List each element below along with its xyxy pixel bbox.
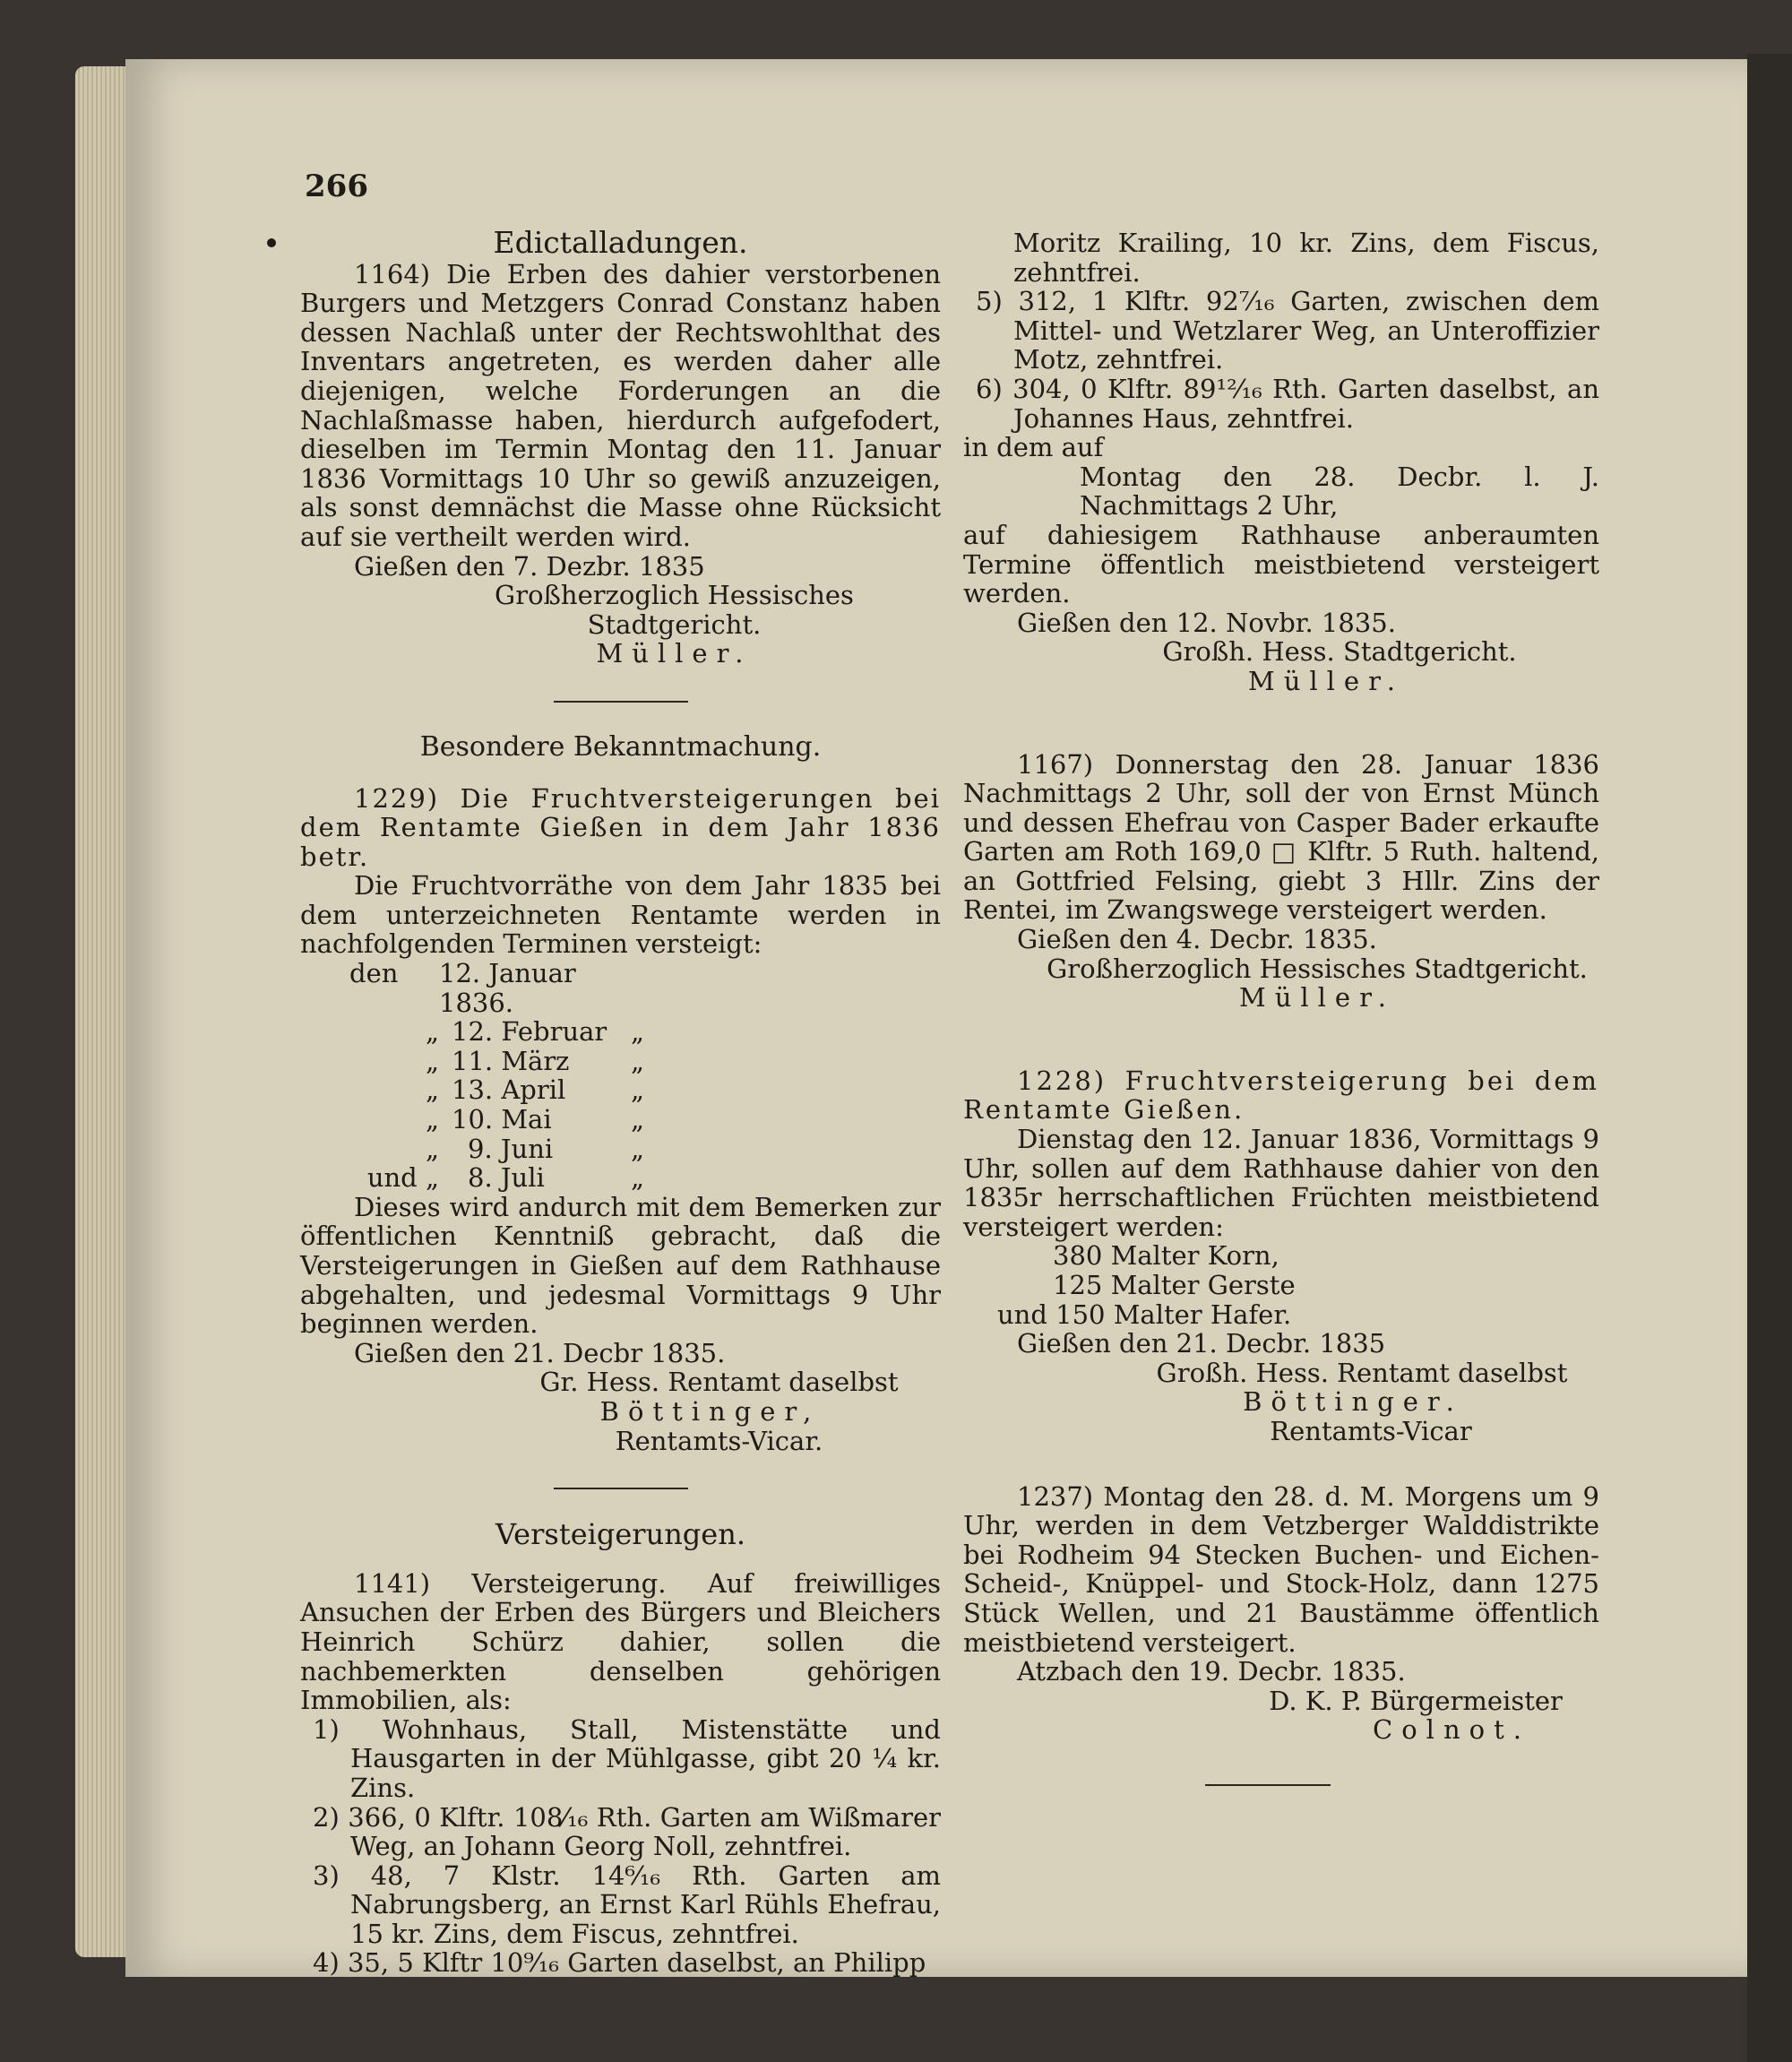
property-item: 3) 48, 7 Klstr. 14⁶⁄₁₆ Rth. Garten am Nabrungsberg, an Ernst Karl Rühls Ehefrau, 15 kr. Zins, dem Fiscus, zehntfrei.: [313, 1859, 941, 1949]
ink-dot: [267, 238, 276, 247]
schedule-row: [349, 1047, 941, 1076]
authority: Gr. Hess. Rentamt daselbst: [539, 1367, 899, 1398]
schedule-date: 13. April: [452, 1074, 566, 1106]
schedule-date: 11. März: [452, 1045, 570, 1076]
term-intro: in dem auf: [963, 432, 1104, 463]
schedule-row: [349, 1105, 941, 1135]
signature: Müller.: [596, 638, 753, 669]
notice-1228-title: 1228) Fruchtversteigerung bei dem Rentamte Gießen.: [963, 1065, 1599, 1126]
schedule-post: „: [631, 1104, 645, 1135]
signature: Colnot.: [1373, 1714, 1530, 1746]
schedule-post: „: [631, 1162, 645, 1194]
heading-versteigerungen: Versteigerungen.: [495, 1517, 745, 1552]
schedule-date: 8. Juli: [468, 1162, 545, 1194]
divider: [554, 1488, 688, 1489]
schedule-pre: „: [425, 1074, 439, 1106]
place-date: Gießen den 4. Decbr. 1835.: [1017, 924, 1377, 955]
authority: Großherzoglich Hessisches Stadtgericht.: [1047, 953, 1588, 984]
property-item: 2) 366, 0 Klftr. 108⁄₁₆ Rth. Garten am Wißmarer Weg, an Johann Georg Noll, zehntfrei.: [313, 1801, 941, 1862]
property-item: 4) 35, 5 Klftr 10⁹⁄₁₆ Garten daselbst, an Philipp: [313, 1947, 926, 1979]
signature: Böttinger,: [599, 1395, 821, 1427]
role: Rentamts-Vicar.: [615, 1425, 823, 1456]
schedule-post: „: [631, 1074, 645, 1106]
right-column: [963, 229, 1599, 1786]
page-number: 266: [305, 168, 368, 204]
schedule-row: [338, 1163, 941, 1193]
notice-body-end: auf dahiesigem Rathhause anberaumten Termine öffentlich meistbietend versteigert werden.: [963, 519, 1599, 609]
schedule-date: 12. Februar: [452, 1016, 607, 1048]
schedule-post: [618, 959, 672, 1017]
schedule-date: 12. Januar 1836.: [439, 958, 576, 1018]
notice-1141: 1141) Versteigerung. Auf freiwilliges Ansuchen der Erben des Bürgers und Bleichers Heinrich Schürz dahier, sollen die nachbemerkten denselben gehörigen Immobilien, als:: [300, 1567, 941, 1716]
schedule-pre: den: [349, 958, 399, 989]
left-column: [300, 225, 941, 1979]
schedule-row: [349, 1017, 941, 1047]
authority: Großherzoglich Hessisches Stadtgericht.: [495, 580, 854, 640]
heading-edictalladungen: Edictalladungen.: [493, 225, 748, 260]
place-date: Gießen den 21. Decbr 1835.: [354, 1337, 726, 1368]
notice-1229-intro: Die Fruchtvorräthe von dem Jahr 1835 bei dem unterzeichneten Rentamte werden in nachfolgenden Terminen versteigt:: [300, 870, 941, 960]
notice-1228-body: Dienstag den 12. Januar 1836, Vormittags 9 Uhr, sollen auf dem Rathhause dahier von den 1835r herrschaftlichen Früchten meistbietend versteigert werden:: [963, 1124, 1599, 1242]
schedule-pre: „: [425, 1045, 439, 1076]
signature: Müller.: [1248, 665, 1404, 696]
schedule-pre: „: [425, 1104, 439, 1135]
property-item: 1) Wohnhaus, Stall, Mistenstätte und Hausgarten in der Mühlgasse, gibt 20 ¼ kr. Zins.: [313, 1713, 941, 1803]
schedule-row: [349, 1075, 941, 1105]
notice-1167: 1167) Donnerstag den 28. Januar 1836 Nachmittags 2 Uhr, soll der von Ernst Münch und dessen Ehefrau von Casper Bader erkaufte Garten am Roth 169,0 □ Klftr. 5 Ruth. haltend, an Gottfried Felsing, giebt 3 Hllr. Zins der Rentei, im Zwangswege versteigert werden.: [963, 748, 1599, 926]
divider: [1205, 1784, 1331, 1786]
authority: Großh. Hess. Rentamt daselbst: [1156, 1357, 1568, 1388]
schedule-pre: und „: [366, 1162, 439, 1194]
notice-1229-body: Dieses wird andurch mit dem Bemerken zur öffentlichen Kenntniß gebracht, daß die Versteigerungen in Gießen auf dem Rathhause abgehalten, und jedesmal Vormittags 9 Uhr beginnen werden.: [300, 1191, 941, 1340]
grain-item: 380 Malter Korn,: [1053, 1240, 1279, 1272]
schedule-date: 9. Juni: [468, 1133, 554, 1164]
notice-1164: 1164) Die Erben des dahier verstorbenen Burgers und Metzgers Conrad Constanz haben dessen Nachlaß unter der Rechtswohlthat des Inventars angetreten, es werden daher alle diejenigen, welche Forderungen an die Nachlaßmasse haben, hierdurch aufgefodert, dieselben im Termin Montag den 11. Januar 1836 Vormittags 10 Uhr so gewiß anzuzeigen, als sonst demnächst die Masse ohne Rücksicht auf sie vertheilt werden wird.: [300, 258, 941, 552]
schedule-pre: „: [425, 1133, 439, 1164]
role: Rentamts-Vicar: [1270, 1415, 1472, 1446]
authority: D. K. P. Bürgermeister: [1269, 1685, 1563, 1716]
divider: [554, 701, 688, 703]
signature: Böttinger.: [1243, 1386, 1463, 1418]
schedule-post: „: [631, 1133, 645, 1164]
schedule-list: [300, 959, 941, 1193]
schedule-pre: „: [425, 1016, 439, 1048]
notice-1229-title: 1229) Die Fruchtversteigerungen bei dem Rentamte Gießen in dem Jahr 1836 betr.: [300, 782, 941, 872]
property-item-continued: Moritz Krailing, 10 kr. Zins, dem Fiscus, zehntfrei.: [1013, 228, 1599, 288]
property-item: 6) 304, 0 Klftr. 89¹²⁄₁₆ Rth. Garten daselbst, an Johannes Haus, zehntfrei.: [976, 373, 1599, 434]
signature: Müller.: [1239, 982, 1395, 1014]
grain-item: 125 Malter Gerste: [1053, 1270, 1296, 1300]
notice-1237: 1237) Montag den 28. d. M. Morgens um 9 Uhr, werden in dem Vetzberger Walddistrikte bei Rodheim 94 Stecken Buchen- und Eichen-Scheid-, Knüppel- und Stock-Holz, dann 1275 Stück Wellen, und 21 Baustämme öffentlich meistbietend versteigert.: [963, 1480, 1599, 1658]
background-strip: [1747, 54, 1792, 2062]
place-date: Atzbach den 19. Decbr. 1835.: [1017, 1656, 1406, 1687]
schedule-post: „: [631, 1016, 645, 1048]
heading-besondere-bekanntmachung: Besondere Bekanntmachung.: [419, 730, 822, 763]
place-date: Gießen den 7. Dezbr. 1835: [354, 550, 705, 582]
term-date: Montag den 28. Decbr. l. J. Nachmittags 2 Uhr,: [1080, 461, 1599, 522]
place-date: Gießen den 21. Decbr. 1835: [1017, 1328, 1386, 1359]
place-date: Gießen den 12. Novbr. 1835.: [1017, 607, 1396, 638]
schedule-post: „: [631, 1045, 645, 1076]
schedule-row: [349, 1135, 941, 1164]
schedule-row: [349, 959, 941, 1017]
property-item: 5) 312, 1 Klftr. 92⁷⁄₁₆ Garten, zwischen dem Mittel- und Wetzlarer Weg, an Unteroffizier Motz, zehntfrei.: [976, 286, 1599, 375]
authority: Großh. Hess. Stadtgericht.: [1162, 636, 1517, 668]
schedule-date: 10. Mai: [452, 1104, 552, 1135]
grain-item: und 150 Malter Hafer.: [997, 1298, 1292, 1330]
